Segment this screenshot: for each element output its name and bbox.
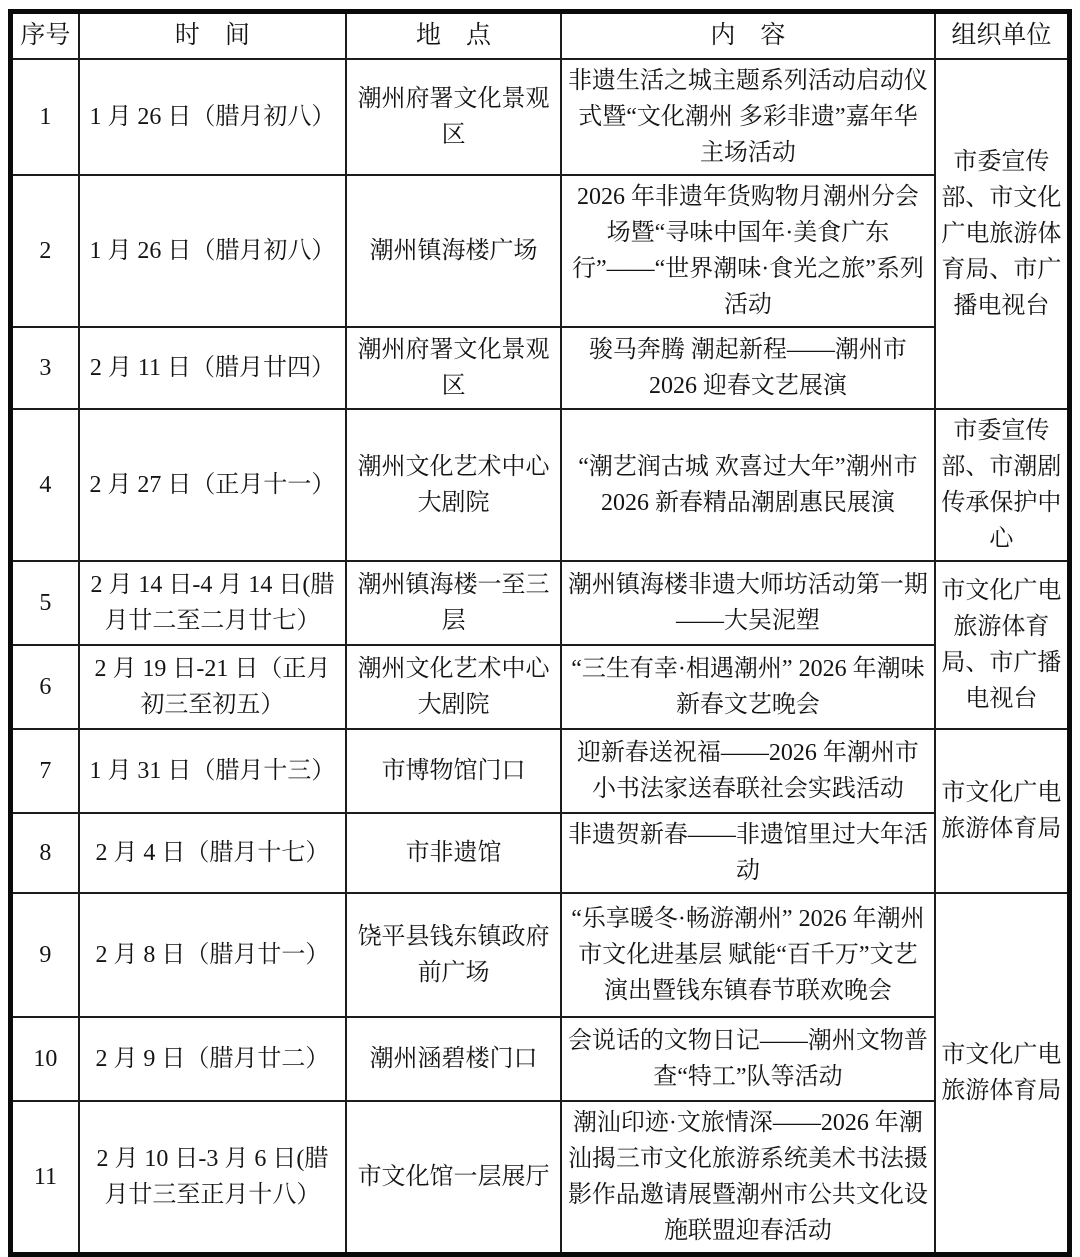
place-cell: 潮州文化艺术中心大剧院 <box>346 645 561 729</box>
row-number-cell: 2 <box>11 175 79 327</box>
time-cell: 2 月 14 日-4 月 14 日(腊月廿二至二月廿七） <box>79 561 346 645</box>
place-cell: 市博物馆门口 <box>346 729 561 813</box>
table-row <box>11 893 1070 1017</box>
time-cell: 1 月 31 日（腊月十三） <box>79 729 346 813</box>
time-cell: 2 月 10 日-3 月 6 日(腊月廿三至正月十八） <box>79 1101 346 1255</box>
time-cell: 2 月 8 日（腊月廿一） <box>79 893 346 1017</box>
content-cell: 非遗贺新春——非遗馆里过大年活动 <box>561 813 935 893</box>
time-cell: 1 月 26 日（腊月初八） <box>79 59 346 175</box>
content-cell: 迎新春送祝福——2026 年潮州市小书法家送春联社会实践活动 <box>561 729 935 813</box>
table-row <box>11 409 1070 561</box>
place-cell: 潮州文化艺术中心大剧院 <box>346 409 561 561</box>
column-header-time: 时 间 <box>79 12 346 59</box>
column-header-place: 地 点 <box>346 12 561 59</box>
row-number-cell: 9 <box>11 893 79 1017</box>
header-row <box>11 12 1070 59</box>
organizer-cell: 市文化广电旅游体育局 <box>935 729 1070 893</box>
place-cell: 潮州府署文化景观区 <box>346 59 561 175</box>
place-cell: 潮州镇海楼广场 <box>346 175 561 327</box>
row-number-cell: 3 <box>11 327 79 409</box>
table-row <box>11 813 1070 893</box>
schedule-table <box>8 9 1072 1257</box>
table-body <box>11 59 1070 1255</box>
table-row <box>11 561 1070 645</box>
row-number-cell: 8 <box>11 813 79 893</box>
place-cell: 潮州镇海楼一至三层 <box>346 561 561 645</box>
organizer-cell: 市文化广电旅游体育局、市广播电视台 <box>935 561 1070 729</box>
row-number-cell: 1 <box>11 59 79 175</box>
time-cell: 2 月 11 日（腊月廿四） <box>79 327 346 409</box>
content-cell: 骏马奔腾 潮起新程——潮州市 2026 迎春文艺展演 <box>561 327 935 409</box>
time-cell: 1 月 26 日（腊月初八） <box>79 175 346 327</box>
row-number-cell: 6 <box>11 645 79 729</box>
table-row <box>11 1101 1070 1255</box>
row-number-cell: 5 <box>11 561 79 645</box>
table-row <box>11 327 1070 409</box>
place-cell: 市非遗馆 <box>346 813 561 893</box>
row-number-cell: 4 <box>11 409 79 561</box>
table-row <box>11 59 1070 175</box>
content-cell: “潮艺润古城 欢喜过大年”潮州市 2026 新春精品潮剧惠民展演 <box>561 409 935 561</box>
content-cell: “三生有幸·相遇潮州” 2026 年潮味新春文艺晚会 <box>561 645 935 729</box>
place-cell: 市文化馆一层展厅 <box>346 1101 561 1255</box>
time-cell: 2 月 9 日（腊月廿二） <box>79 1017 346 1101</box>
table-row <box>11 1017 1070 1101</box>
time-cell: 2 月 27 日（正月十一） <box>79 409 346 561</box>
place-cell: 潮州涵碧楼门口 <box>346 1017 561 1101</box>
organizer-cell: 市文化广电旅游体育局 <box>935 893 1070 1255</box>
place-cell: 潮州府署文化景观区 <box>346 327 561 409</box>
time-cell: 2 月 19 日-21 日（正月初三至初五） <box>79 645 346 729</box>
content-cell: 2026 年非遗年货购物月潮州分会场暨“寻味中国年·美食广东行”——“世界潮味·食光之旅”系列活动 <box>561 175 935 327</box>
table-row <box>11 729 1070 813</box>
row-number-cell: 10 <box>11 1017 79 1101</box>
row-number-cell: 11 <box>11 1101 79 1255</box>
table-row <box>11 645 1070 729</box>
column-header-number: 序号 <box>11 12 79 59</box>
table-row <box>11 175 1070 327</box>
row-number-cell: 7 <box>11 729 79 813</box>
column-header-content: 内 容 <box>561 12 935 59</box>
organizer-cell: 市委宣传部、市文化广电旅游体育局、市广播电视台 <box>935 59 1070 409</box>
content-cell: 潮州镇海楼非遗大师坊活动第一期——大吴泥塑 <box>561 561 935 645</box>
content-cell: 非遗生活之城主题系列活动启动仪式暨“文化潮州 多彩非遗”嘉年华主场活动 <box>561 59 935 175</box>
organizer-cell: 市委宣传部、市潮剧传承保护中心 <box>935 409 1070 561</box>
content-cell: 潮汕印迹·文旅情深——2026 年潮汕揭三市文化旅游系统美术书法摄影作品邀请展暨潮州市公共文化设施联盟迎春活动 <box>561 1101 935 1255</box>
content-cell: 会说话的文物日记——潮州文物普查“特工”队等活动 <box>561 1017 935 1101</box>
column-header-organizer: 组织单位 <box>935 12 1070 59</box>
content-cell: “乐享暖冬·畅游潮州” 2026 年潮州市文化进基层 赋能“百千万”文艺演出暨钱东镇春节联欢晚会 <box>561 893 935 1017</box>
time-cell: 2 月 4 日（腊月十七） <box>79 813 346 893</box>
place-cell: 饶平县钱东镇政府前广场 <box>346 893 561 1017</box>
